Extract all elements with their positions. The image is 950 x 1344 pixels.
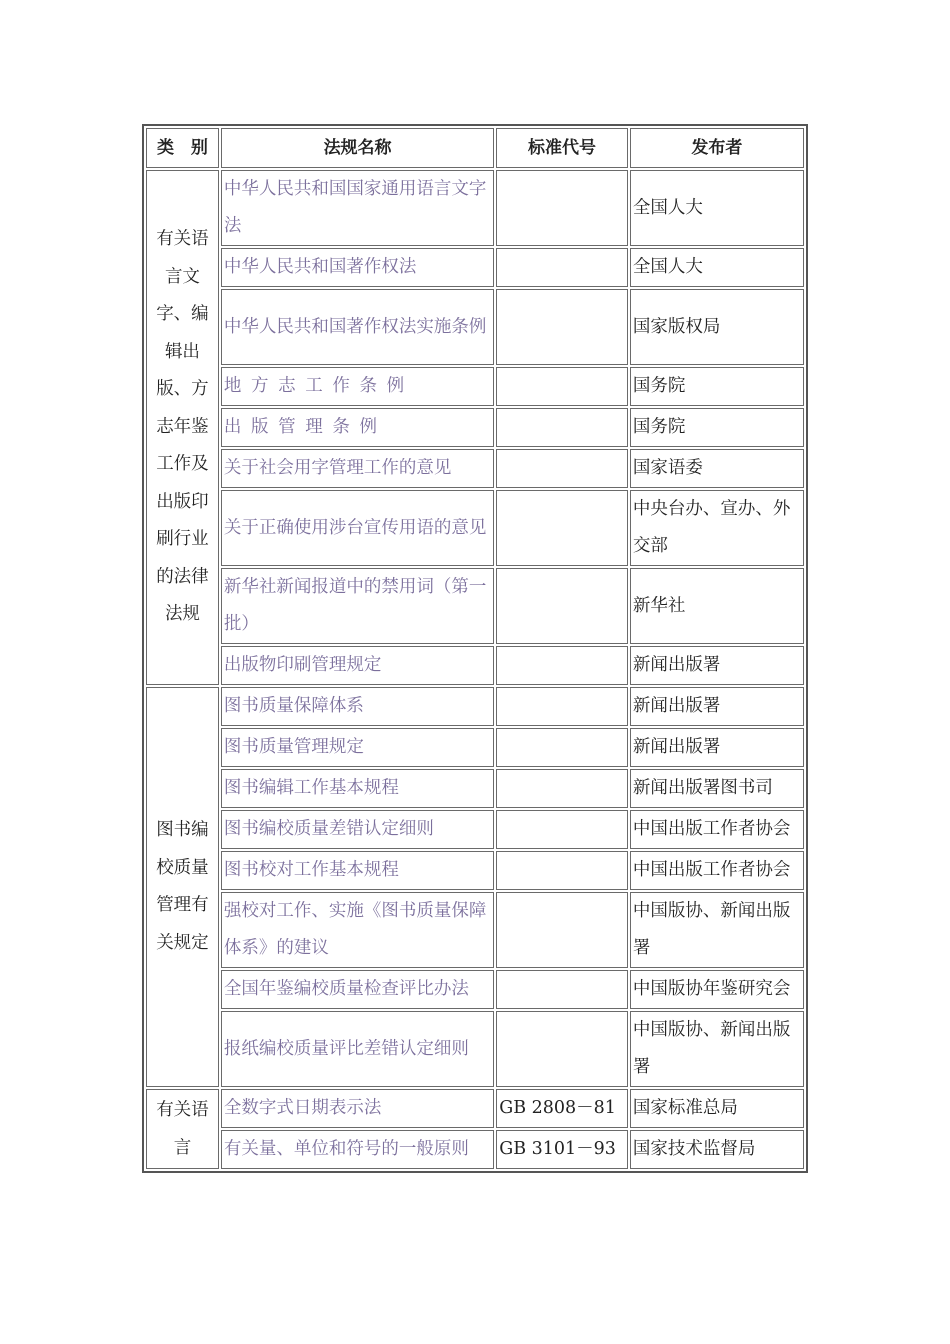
publisher: 国家版权局 [630,289,804,365]
standard-code [496,248,628,287]
regulation-name: 中华人民共和国著作权法实施条例 [221,289,494,365]
standard-code: GB 2808－81 [496,1089,628,1128]
standard-code [496,687,628,726]
header-row [146,128,804,168]
standard-code: GB 3101－93 [496,1130,628,1169]
regulation-name: 地方志工作条例 [221,367,494,406]
category-cell: 有关语言文字、编辑出版、方志年鉴工作及出版印刷行业的法律法规 [146,170,219,685]
publisher: 新闻出版署 [630,646,804,685]
table-row [146,170,804,246]
regulation-name: 新华社新闻报道中的禁用词（第一批） [221,568,494,644]
regulation-name: 中华人民共和国著作权法 [221,248,494,287]
regulation-name: 图书质量管理规定 [221,728,494,767]
regulation-name: 图书编校质量差错认定细则 [221,810,494,849]
header-category: 类 别 [146,128,219,168]
standard-code [496,851,628,890]
standard-code [496,1011,628,1087]
table-row [146,970,804,1009]
table-row [146,810,804,849]
table-row [146,851,804,890]
table-row [146,646,804,685]
standard-code [496,810,628,849]
regulation-name: 强校对工作、实施《图书质量保障体系》的建议 [221,892,494,968]
publisher: 中国出版工作者协会 [630,810,804,849]
table-row [146,687,804,726]
publisher: 中国出版工作者协会 [630,851,804,890]
header-name: 法规名称 [221,128,494,168]
publisher: 中国版协、新闻出版署 [630,1011,804,1087]
regulation-name: 中华人民共和国国家通用语言文字法 [221,170,494,246]
table-row [146,1089,804,1128]
standard-code [496,769,628,808]
publisher: 新闻出版署 [630,728,804,767]
standard-code [496,568,628,644]
publisher: 全国人大 [630,170,804,246]
standard-code [496,646,628,685]
standard-code [496,367,628,406]
table-row [146,769,804,808]
header-code: 标准代号 [496,128,628,168]
table-row [146,248,804,287]
regulation-name: 全数字式日期表示法 [221,1089,494,1128]
table-row [146,1011,804,1087]
regulation-name: 出版管理条例 [221,408,494,447]
publisher: 国务院 [630,408,804,447]
publisher: 国家标准总局 [630,1089,804,1128]
standard-code [496,449,628,488]
regulation-name: 报纸编校质量评比差错认定细则 [221,1011,494,1087]
publisher: 国家技术监督局 [630,1130,804,1169]
regulation-name: 出版物印刷管理规定 [221,646,494,685]
table-row [146,490,804,566]
header-publisher: 发布者 [630,128,804,168]
regulation-name: 图书质量保障体系 [221,687,494,726]
category-cell: 有关语言 [146,1089,219,1169]
publisher: 新闻出版署图书司 [630,769,804,808]
publisher: 中国版协、新闻出版署 [630,892,804,968]
publisher: 中央台办、宣办、外交部 [630,490,804,566]
standard-code [496,408,628,447]
publisher: 国务院 [630,367,804,406]
publisher: 新闻出版署 [630,687,804,726]
publisher: 新华社 [630,568,804,644]
regulation-name: 有关量、单位和符号的一般原则 [221,1130,494,1169]
publisher: 国家语委 [630,449,804,488]
regulation-name: 全国年鉴编校质量检查评比办法 [221,970,494,1009]
regulation-name: 图书编辑工作基本规程 [221,769,494,808]
table-row [146,449,804,488]
standard-code [496,170,628,246]
table-row [146,1130,804,1169]
standard-code [496,289,628,365]
category-cell: 图书编校质量管理有关规定 [146,687,219,1087]
table-row [146,892,804,968]
publisher: 中国版协年鉴研究会 [630,970,804,1009]
standard-code [496,490,628,566]
table-row [146,289,804,365]
table-row [146,568,804,644]
standard-code [496,970,628,1009]
regulation-name: 关于社会用字管理工作的意见 [221,449,494,488]
table-row [146,728,804,767]
standard-code [496,892,628,968]
standard-code [496,728,628,767]
publisher: 全国人大 [630,248,804,287]
table-row [146,408,804,447]
regulation-name: 图书校对工作基本规程 [221,851,494,890]
regulation-name: 关于正确使用涉台宣传用语的意见 [221,490,494,566]
regulations-table [142,124,808,1173]
table-row [146,367,804,406]
